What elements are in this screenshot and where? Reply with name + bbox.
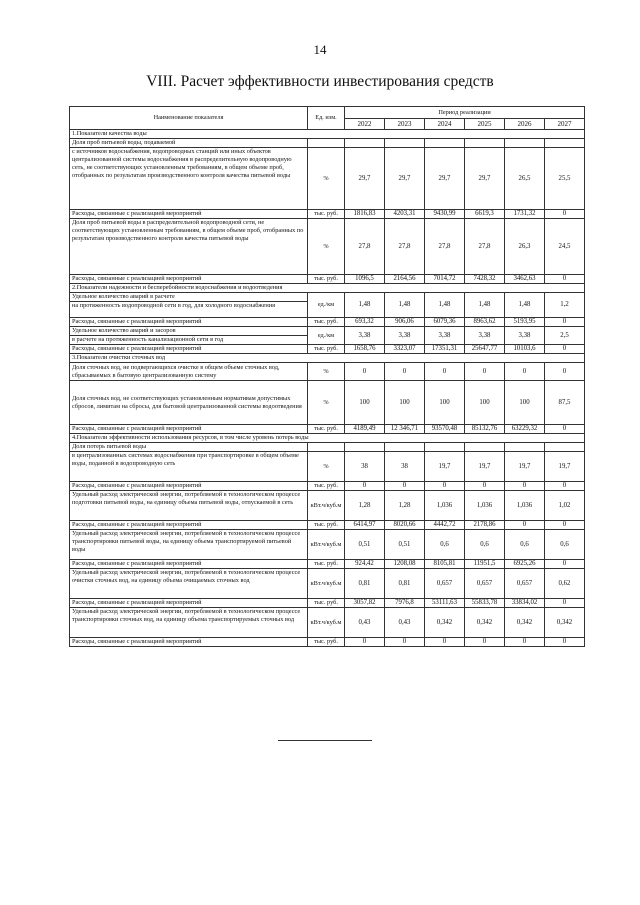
value-cell: 3323,07	[385, 345, 425, 354]
value-cell: 693,32	[345, 318, 385, 327]
value-cell: 1,036	[425, 491, 465, 521]
value-cell: 0	[545, 425, 585, 434]
value-cell: 0,6	[425, 530, 465, 560]
value-cell: 1816,83	[345, 210, 385, 219]
value-cell: 0,51	[385, 530, 425, 560]
value-cell: 4442,72	[425, 521, 465, 530]
table-row	[70, 381, 585, 425]
value-cell: 0	[345, 482, 385, 491]
value-cell: 0,6	[505, 530, 545, 560]
table-row	[70, 434, 585, 443]
value-cell: 8020,66	[385, 521, 425, 530]
value-cell: 7014,72	[425, 275, 465, 284]
unit-cell: тыс. руб.	[308, 318, 345, 327]
value-cell: 6079,36	[425, 318, 465, 327]
value-cell: 29,7	[425, 148, 465, 210]
value-cell: 19,7	[545, 452, 585, 482]
section-title: VIII. Расчет эффективности инвестирования средств	[146, 73, 494, 90]
value-cell: 3057,82	[345, 599, 385, 608]
value-cell: 0,81	[385, 569, 425, 599]
value-cell: 0,6	[545, 530, 585, 560]
value-cell: 11951,5	[465, 560, 505, 569]
unit-cell: тыс. руб.	[308, 599, 345, 608]
indicator-name: Удельный расход электрической энергии, потребляемой в технологическом процессе транспортировки питьевой воды, на единицу объема транспортируемой питьевой воды	[70, 530, 308, 560]
section-heading: 1.Показатели качества воды	[70, 130, 585, 139]
unit-cell: кВт.ч/куб.м	[308, 491, 345, 521]
value-cell: 5193,95	[505, 318, 545, 327]
value-cell	[545, 443, 585, 452]
value-cell	[385, 139, 425, 148]
table-row	[70, 491, 585, 521]
value-cell: 0	[545, 318, 585, 327]
signature-line	[278, 740, 372, 741]
value-cell: 63229,32	[505, 425, 545, 434]
value-cell: 0,342	[425, 608, 465, 638]
unit-cell	[308, 139, 345, 148]
value-cell: 0	[545, 560, 585, 569]
value-cell	[425, 443, 465, 452]
indicator-name: Удельный расход электрической энергии, потребляемой в технологическом процессе очистки сточных вод, на единицу объема очищаемых сточных вод	[70, 569, 308, 599]
indicator-name: Расходы, связанные с реализацией мероприятий	[70, 599, 308, 608]
value-cell: 0	[465, 638, 505, 647]
value-cell: 1,28	[345, 491, 385, 521]
header-unit-col: Ед. изм.	[308, 107, 345, 130]
header-year: 2026	[505, 119, 545, 130]
unit-cell: %	[308, 363, 345, 381]
value-cell: 6414,97	[345, 521, 385, 530]
value-cell	[345, 443, 385, 452]
value-cell: 25,5	[545, 148, 585, 210]
value-cell: 100	[345, 381, 385, 425]
value-cell: 3,38	[425, 327, 465, 345]
unit-cell: %	[308, 219, 345, 275]
indicator-name: Удельный расход электрической энергии, потребляемой в технологическом процессе транспортировки сточных вод, на единицу объема транспортируемых сточных вод	[70, 608, 308, 638]
indicator-name: Расходы, связанные с реализацией мероприятий	[70, 560, 308, 569]
value-cell: 1,48	[505, 293, 545, 318]
value-cell: 0	[385, 363, 425, 381]
value-cell: 0	[385, 482, 425, 491]
indicator-name: Удельное количество аварий в расчете	[70, 293, 308, 302]
indicator-name: Доля проб питьевой воды в распределительной водопроводной сети, не соответствующих установленным требованиям, в общем объеме проб, отобранных по результатам производственного контроля качества питьевой воды	[70, 219, 308, 275]
value-cell: 10103,6	[505, 345, 545, 354]
table-row	[70, 327, 585, 336]
indicator-name: Доля сточных вод, не подвергающихся очистке в общем объеме сточных вод, сбрасываемых в бытовую централизованную систему	[70, 363, 308, 381]
value-cell: 3,38	[385, 327, 425, 345]
value-cell	[345, 139, 385, 148]
value-cell: 24,5	[545, 219, 585, 275]
value-cell: 0	[545, 363, 585, 381]
value-cell: 38	[345, 452, 385, 482]
value-cell: 0,81	[345, 569, 385, 599]
value-cell: 26,5	[505, 148, 545, 210]
unit-cell: ед./км	[308, 327, 345, 345]
unit-cell	[308, 443, 345, 452]
table-row	[70, 638, 585, 647]
value-cell: 33834,02	[505, 599, 545, 608]
value-cell: 924,42	[345, 560, 385, 569]
table-row	[70, 345, 585, 354]
value-cell: 100	[425, 381, 465, 425]
indicator-name: Доля проб питьевой воды, подаваемой	[70, 139, 308, 148]
value-cell: 6925,26	[505, 560, 545, 569]
investment-efficiency-table	[69, 106, 585, 647]
unit-cell: %	[308, 452, 345, 482]
unit-cell: тыс. руб.	[308, 638, 345, 647]
value-cell: 27,8	[385, 219, 425, 275]
value-cell: 100	[385, 381, 425, 425]
indicator-name: Расходы, связанные с реализацией мероприятий	[70, 425, 308, 434]
table-row	[70, 521, 585, 530]
value-cell: 19,7	[425, 452, 465, 482]
value-cell: 0	[545, 210, 585, 219]
value-cell	[385, 443, 425, 452]
value-cell: 55833,78	[465, 599, 505, 608]
value-cell: 1,2	[545, 293, 585, 318]
section-heading: 2.Показатели надежности и бесперебойности водоснабжения и водоотведения	[70, 284, 585, 293]
header-year: 2023	[385, 119, 425, 130]
value-cell: 4203,31	[385, 210, 425, 219]
page-number: 14	[313, 42, 327, 57]
value-cell: 27,8	[345, 219, 385, 275]
value-cell: 1731,32	[505, 210, 545, 219]
value-cell: 8105,81	[425, 560, 465, 569]
value-cell: 0	[505, 482, 545, 491]
indicator-name: на протяженность водопроводной сети в год, для холодного водоснабжения	[70, 302, 308, 318]
header-year: 2022	[345, 119, 385, 130]
unit-cell: %	[308, 381, 345, 425]
header-period: Период реализации	[345, 107, 585, 119]
table-row	[70, 130, 585, 139]
value-cell: 0,342	[505, 608, 545, 638]
table-row	[70, 363, 585, 381]
value-cell: 1,48	[425, 293, 465, 318]
unit-cell: %	[308, 148, 345, 210]
value-cell: 0,657	[505, 569, 545, 599]
indicator-name: Расходы, связанные с реализацией мероприятий	[70, 210, 308, 219]
table-row	[70, 425, 585, 434]
table-row	[70, 443, 585, 452]
value-cell: 0	[345, 363, 385, 381]
value-cell: 0	[465, 363, 505, 381]
header-year: 2025	[465, 119, 505, 130]
table-row	[70, 139, 585, 148]
value-cell: 3,38	[345, 327, 385, 345]
indicator-name: Удельное количество аварий и засоров	[70, 327, 308, 336]
indicator-name: Удельный расход электрической энергии, потребляемой в технологическом процессе подготовки питьевой воды, на единицу объема питьевой воды, отпускаемой в сеть	[70, 491, 308, 521]
value-cell: 87,5	[545, 381, 585, 425]
indicator-name: Доля сточных вод, не соответствующих установленным нормативам допустимых сбросов, лимитам на сбросы, для бытовой централизованной системы водоотведения	[70, 381, 308, 425]
value-cell: 0	[545, 638, 585, 647]
value-cell: 38	[385, 452, 425, 482]
value-cell: 9430,99	[425, 210, 465, 219]
table-row	[70, 148, 585, 210]
value-cell: 0	[545, 521, 585, 530]
value-cell: 8963,62	[465, 318, 505, 327]
value-cell: 27,8	[465, 219, 505, 275]
unit-cell: тыс. руб.	[308, 521, 345, 530]
table-row	[70, 284, 585, 293]
value-cell: 0,43	[385, 608, 425, 638]
unit-cell: кВт.ч/куб.м	[308, 608, 345, 638]
value-cell: 906,06	[385, 318, 425, 327]
table-row	[70, 482, 585, 491]
value-cell: 53111,63	[425, 599, 465, 608]
value-cell: 0,51	[345, 530, 385, 560]
header-year: 2027	[545, 119, 585, 130]
value-cell: 29,7	[465, 148, 505, 210]
value-cell: 0	[545, 482, 585, 491]
unit-cell: тыс. руб.	[308, 425, 345, 434]
unit-cell: тыс. руб.	[308, 345, 345, 354]
table-row	[70, 318, 585, 327]
value-cell: 19,7	[505, 452, 545, 482]
table-row	[70, 354, 585, 363]
value-cell: 1096,5	[345, 275, 385, 284]
indicator-name: Расходы, связанные с реализацией мероприятий	[70, 275, 308, 284]
value-cell: 3,38	[465, 327, 505, 345]
value-cell: 1,48	[345, 293, 385, 318]
value-cell: 0,43	[345, 608, 385, 638]
value-cell: 29,7	[385, 148, 425, 210]
value-cell: 26,3	[505, 219, 545, 275]
table-row	[70, 569, 585, 599]
value-cell: 0,62	[545, 569, 585, 599]
value-cell: 0	[425, 363, 465, 381]
value-cell: 6619,3	[465, 210, 505, 219]
indicator-name: Расходы, связанные с реализацией мероприятий	[70, 521, 308, 530]
indicator-name: Расходы, связанные с реализацией мероприятий	[70, 638, 308, 647]
value-cell: 1,48	[465, 293, 505, 318]
table-row	[70, 219, 585, 275]
section-heading: 3.Показатели очистки сточных вод	[70, 354, 585, 363]
unit-cell: тыс. руб.	[308, 210, 345, 219]
table-row	[70, 599, 585, 608]
value-cell: 7428,32	[465, 275, 505, 284]
value-cell: 0	[505, 521, 545, 530]
value-cell: 3,38	[505, 327, 545, 345]
value-cell: 0	[505, 363, 545, 381]
value-cell: 1,48	[385, 293, 425, 318]
value-cell	[545, 139, 585, 148]
value-cell: 0	[505, 638, 545, 647]
table-row	[70, 452, 585, 482]
indicator-name: в расчете на протяженность канализационной сети в год	[70, 336, 308, 345]
indicator-name: Расходы, связанные с реализацией мероприятий	[70, 318, 308, 327]
indicator-name: Расходы, связанные с реализацией мероприятий	[70, 482, 308, 491]
table-row	[70, 210, 585, 219]
value-cell: 19,7	[465, 452, 505, 482]
unit-cell: кВт.ч/куб.м	[308, 530, 345, 560]
value-cell	[505, 139, 545, 148]
value-cell: 1208,08	[385, 560, 425, 569]
value-cell: 0	[345, 638, 385, 647]
value-cell: 0	[425, 482, 465, 491]
indicator-name: Доля потерь питьевой воды	[70, 443, 308, 452]
value-cell: 1,02	[545, 491, 585, 521]
value-cell: 0	[545, 275, 585, 284]
value-cell: 2164,56	[385, 275, 425, 284]
table-body	[70, 130, 585, 647]
table-row	[70, 293, 585, 302]
table-row	[70, 608, 585, 638]
value-cell: 1,036	[505, 491, 545, 521]
table-row	[70, 275, 585, 284]
value-cell: 100	[465, 381, 505, 425]
value-cell	[505, 443, 545, 452]
unit-cell: тыс. руб.	[308, 482, 345, 491]
table-row	[70, 530, 585, 560]
value-cell: 100	[505, 381, 545, 425]
value-cell: 0,342	[465, 608, 505, 638]
value-cell: 25647,77	[465, 345, 505, 354]
value-cell: 85132,76	[465, 425, 505, 434]
indicator-name: в централизованных системах водоснабжения при транспортировке в общем объеме воды, поданной в водопроводную сеть	[70, 452, 308, 482]
table-row	[70, 560, 585, 569]
value-cell: 4189,49	[345, 425, 385, 434]
value-cell: 0	[545, 345, 585, 354]
value-cell: 0	[545, 599, 585, 608]
value-cell: 7976,8	[385, 599, 425, 608]
value-cell: 0,342	[545, 608, 585, 638]
value-cell	[465, 443, 505, 452]
value-cell: 1,036	[465, 491, 505, 521]
unit-cell: кВт.ч/куб.м	[308, 569, 345, 599]
value-cell: 2178,86	[465, 521, 505, 530]
value-cell: 2,5	[545, 327, 585, 345]
value-cell: 0,657	[425, 569, 465, 599]
value-cell: 29,7	[345, 148, 385, 210]
indicator-name: Расходы, связанные с реализацией мероприятий	[70, 345, 308, 354]
value-cell: 93570,48	[425, 425, 465, 434]
header-year: 2024	[425, 119, 465, 130]
value-cell	[425, 139, 465, 148]
value-cell: 1,28	[385, 491, 425, 521]
unit-cell: ед./км	[308, 293, 345, 318]
value-cell: 1658,76	[345, 345, 385, 354]
value-cell	[465, 139, 505, 148]
unit-cell: тыс. руб.	[308, 275, 345, 284]
value-cell: 0	[385, 638, 425, 647]
header-name-col: Наименование показателя	[70, 107, 308, 130]
indicator-name: с источников водоснабжения, водопроводных станций или иных объектов централизованной системы водоснабжения в распределительную водопроводную сеть, не соответствующих установленным требованиям, в общем объеме проб, отобранных по результатам производственного контроля качества питьевой воды	[70, 148, 308, 210]
value-cell: 3462,63	[505, 275, 545, 284]
value-cell: 0,657	[465, 569, 505, 599]
section-heading: 4.Показатели эффективности использования ресурсов, в том числе уровень потерь воды	[70, 434, 585, 443]
value-cell: 0	[465, 482, 505, 491]
value-cell: 0	[425, 638, 465, 647]
unit-cell: тыс. руб.	[308, 560, 345, 569]
value-cell: 0,6	[465, 530, 505, 560]
value-cell: 27,8	[425, 219, 465, 275]
value-cell: 17351,31	[425, 345, 465, 354]
value-cell: 12 346,71	[385, 425, 425, 434]
